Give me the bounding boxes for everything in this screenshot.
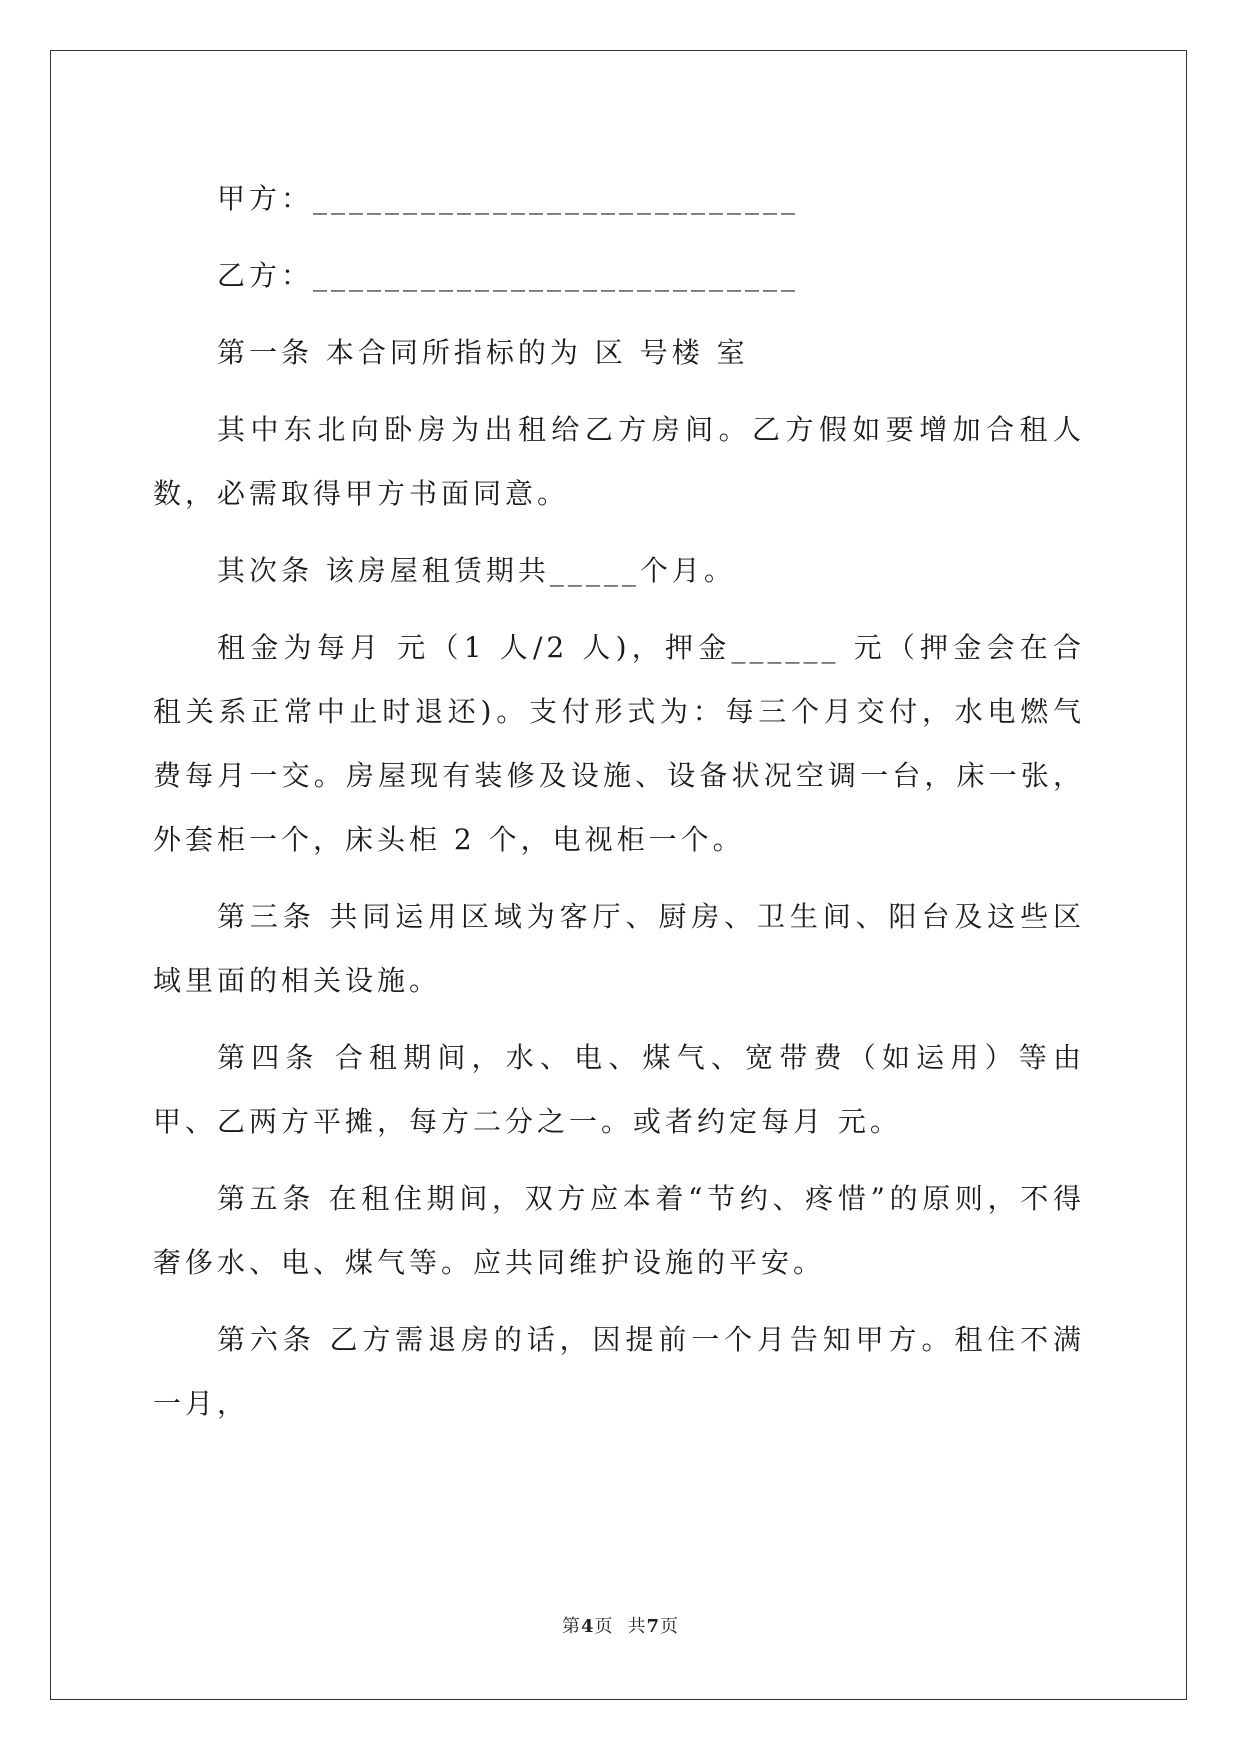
article-1-body: 其中东北向卧房为出租给乙方房间。乙方假如要增加合租人数，必需取得甲方书面同意。 <box>153 413 1085 510</box>
document-body <box>153 167 1085 1436</box>
article-6: 第六条 乙方需退房的话，因提前一个月告知甲方。租住不满一月， <box>153 1323 1085 1420</box>
page-suffix: 页 <box>594 1616 614 1637</box>
article-2-heading: 其次条 该房屋租赁期共_____个月。 <box>217 554 736 587</box>
article-4: 第四条 合租期间，水、电、煤气、宽带费（如运用）等由甲、乙两方平摊，每方二分之一。或者约定每月 元。 <box>153 1041 1085 1138</box>
party-b-line: 乙方：___________________________ <box>217 259 800 292</box>
rent-paragraph: 租金为每月 元（1 人/2 人)，押金______ 元（押金会在合租关系正常中止时退还)。支付形式为：每三个月交付，水电燃气费每月一交。房屋现有装修及设施、设备状况空调一台，床一张，外套柜一个，床头柜 2 个，电视柜一个。 <box>153 631 1085 856</box>
total-suffix: 页 <box>660 1616 680 1637</box>
party-a-line: 甲方：___________________________ <box>217 182 800 215</box>
page-footer <box>0 1612 1241 1638</box>
total-prefix: 共 <box>627 1616 647 1637</box>
page-current-number: 4 <box>580 1616 595 1637</box>
page-prefix: 第 <box>561 1616 581 1637</box>
article-5: 第五条 在租住期间，双方应本着“节约、疼惜”的原则，不得奢侈水、电、煤气等。应共同维护设施的平安。 <box>153 1182 1085 1279</box>
article-1-heading: 第一条 本合同所指标的为 区 号楼 室 <box>217 336 749 369</box>
article-3: 第三条 共同运用区域为客厅、厨房、卫生间、阳台及这些区域里面的相关设施。 <box>153 900 1085 997</box>
page-total-number: 7 <box>646 1616 661 1637</box>
